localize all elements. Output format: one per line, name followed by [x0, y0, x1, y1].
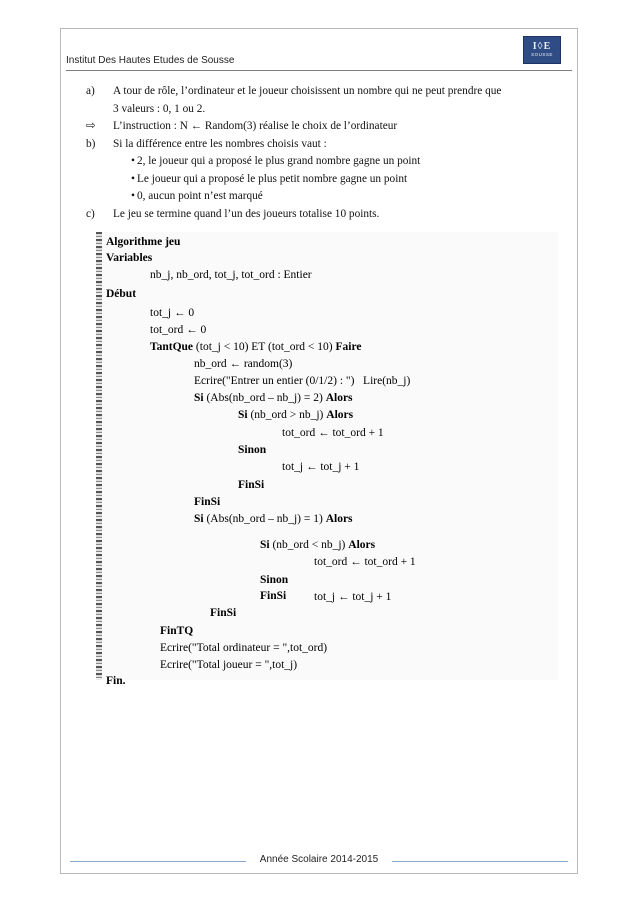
item-b-marker: b)	[86, 137, 96, 150]
algorithm-line	[106, 675, 126, 687]
item-a-text: A tour de rôle, l’ordinateur et le joueur choisissent un nombre qui ne peut prendre que	[113, 85, 502, 97]
algorithm-line	[150, 341, 361, 353]
instruction-text: L’instruction : N ← Random(3) réalise le choix de l’ordinateur	[113, 120, 398, 132]
algorithm-keyword: FinSi	[210, 607, 237, 619]
item-c-line	[86, 206, 566, 224]
algorithm-text: (Abs(nb_ord – nb_j) = 1)	[203, 513, 326, 525]
bullet-icon: •	[131, 190, 135, 202]
algorithm-line	[160, 625, 193, 637]
algorithm-text: nb_j, nb_ord, tot_j, tot_ord : Entier	[150, 269, 312, 281]
algorithm-line	[106, 288, 136, 300]
logo-mark: I◊E	[532, 41, 552, 52]
algorithm-keyword: Variables	[106, 252, 153, 264]
algorithm-text: (tot_j < 10) ET (tot_ord < 10)	[193, 341, 336, 353]
algorithm-line	[282, 461, 359, 473]
algorithm-scan	[96, 232, 558, 687]
algorithm-line	[194, 496, 220, 508]
bullet-item	[86, 188, 566, 206]
item-a-marker: a)	[86, 85, 95, 97]
algorithm-keyword: Si	[194, 513, 204, 525]
algorithm-line	[160, 642, 327, 654]
logo-text: SOUSSE	[531, 52, 553, 57]
arrow-right-icon: ⇨	[86, 120, 96, 132]
algorithm-keyword: Début	[106, 288, 137, 300]
footer-school-year: Année Scolaire 2014-2015	[259, 854, 379, 865]
algorithm-keyword: Alors	[325, 392, 353, 404]
algorithm-text: tot_j ← tot_j + 1	[282, 461, 360, 473]
bullet-item	[86, 171, 566, 189]
algorithm-keyword: Faire	[335, 341, 362, 353]
footer-rule-left	[70, 861, 246, 862]
algorithm-keyword: Alors	[348, 539, 376, 551]
algorithm-text: (nb_ord < nb_j)	[269, 539, 349, 551]
algorithm-line	[238, 479, 264, 491]
bullet-text: 2, le joueur qui a proposé le plus grand nombre gagne un point	[137, 155, 421, 167]
algorithm-keyword: Algorithme jeu	[106, 236, 181, 248]
header-institution: Institut Des Hautes Etudes de Sousse	[66, 55, 235, 66]
algorithm-keyword: FinSi	[238, 479, 265, 491]
institution-logo	[523, 36, 561, 64]
algorithm-line	[260, 574, 288, 586]
algorithm-text: tot_j ← tot_j + 1	[314, 591, 392, 603]
item-c-text: Le jeu se termine quand l’un des joueurs totalise 10 points.	[113, 207, 380, 220]
algorithm-text: (Abs(nb_ord – nb_j) = 2)	[203, 392, 326, 404]
algorithm-text: tot_ord ← 0	[150, 324, 207, 336]
algorithm-line	[314, 591, 391, 603]
algorithm-line	[150, 269, 312, 281]
item-a-line2: 3 valeurs : 0, 1 ou 2.	[113, 102, 206, 115]
algorithm-text: Ecrire("Total ordinateur = ",tot_ord)	[160, 642, 328, 654]
algorithm-keyword: TantQue	[150, 341, 194, 353]
algorithm-line	[260, 539, 375, 551]
algorithm-keyword: Si	[238, 409, 248, 421]
algorithm-line	[194, 375, 410, 387]
algorithm-text: Ecrire("Entrer un entier (0/1/2) : ") Lire(nb_j)	[194, 375, 411, 387]
algorithm-line	[260, 590, 286, 602]
algorithm-keyword: Alors	[326, 409, 354, 421]
algorithm-line	[106, 236, 180, 248]
algorithm-line	[150, 307, 194, 319]
item-b-text: Si la différence entre les nombres choisis vaut :	[113, 137, 327, 150]
algorithm-keyword: Sinon	[238, 444, 267, 456]
algorithm-keyword: Sinon	[260, 574, 289, 586]
bullet-text: 0, aucun point n’est marqué	[137, 190, 263, 202]
instruction-line	[86, 118, 566, 136]
item-c-marker: c)	[86, 207, 95, 220]
algorithm-keyword: Alors	[325, 513, 353, 525]
algorithm-line	[238, 409, 353, 421]
algorithm-line	[194, 513, 353, 525]
algorithm-keyword: FinSi	[260, 590, 287, 602]
algorithm-keyword: Si	[260, 539, 270, 551]
algorithm-text: nb_ord ← random(3)	[194, 358, 293, 370]
algorithm-line	[150, 324, 206, 336]
algorithm-line	[238, 444, 266, 456]
algorithm-text: Ecrire("Total joueur = ",tot_j)	[160, 659, 298, 671]
bullet-icon: •	[131, 172, 135, 185]
algorithm-line	[282, 427, 384, 439]
footer-rule-right	[392, 861, 568, 862]
algorithm-text: (nb_ord > nb_j)	[247, 409, 327, 421]
algorithm-keyword: Si	[194, 392, 204, 404]
algorithm-line	[194, 358, 292, 370]
algorithm-text: tot_ord ← tot_ord + 1	[314, 556, 416, 568]
algorithm-line	[314, 556, 416, 568]
bullet-item	[86, 153, 566, 171]
scan-edge-strip	[96, 232, 102, 680]
algorithm-text: tot_j ← 0	[150, 307, 195, 319]
header-rule	[66, 70, 572, 71]
algorithm-keyword: Fin.	[106, 675, 126, 687]
item-a-line1	[86, 83, 566, 101]
algorithm-line	[194, 392, 353, 404]
intro-text	[86, 83, 566, 223]
algorithm-keyword: FinSi	[194, 496, 221, 508]
algorithm-keyword: FinTQ	[160, 625, 194, 637]
algorithm-line	[160, 659, 297, 671]
algorithm-line	[106, 252, 152, 264]
algorithm-line	[210, 607, 236, 619]
item-b-line	[86, 136, 566, 154]
bullet-icon: •	[131, 155, 135, 167]
bullet-text: Le joueur qui a proposé le plus petit nombre gagne un point	[137, 172, 408, 185]
algorithm-text: tot_ord ← tot_ord + 1	[282, 427, 384, 439]
